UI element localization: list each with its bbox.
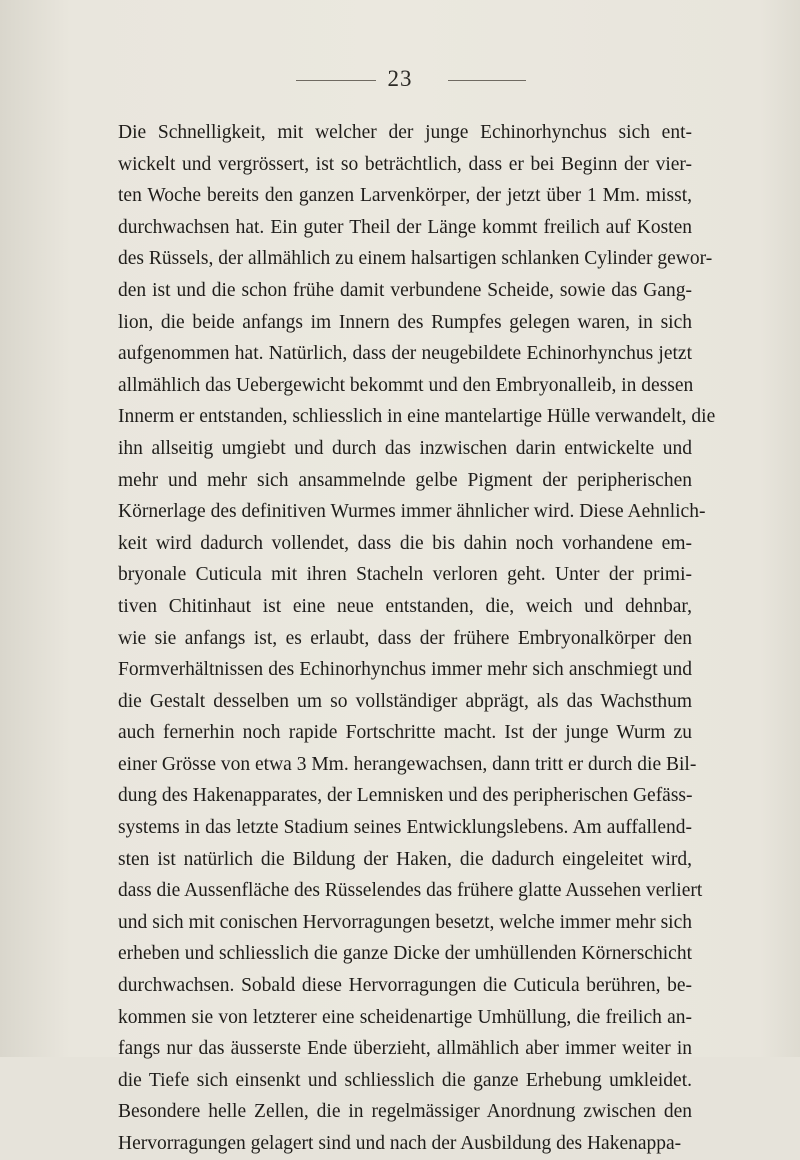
text-line: Formverhältnissen des Echinorhynchus immer mehr sich anschmiegt und [118, 659, 692, 681]
text-line: durchwachsen hat. Ein guter Theil der Länge kommt freilich auf Kosten [118, 216, 692, 238]
text-line: dass die Aussenfläche des Rüsselendes das frühere glatte Aussehen verliert [118, 880, 703, 902]
text-line: erheben und schliesslich die ganze Dicke der umhüllenden Körnerschicht [118, 943, 692, 965]
text-line: mehr und mehr sich ansammelnde gelbe Pigment der peripherischen [118, 469, 692, 491]
text-line: den ist und die schon frühe damit verbundene Scheide, sowie das Gang- [118, 279, 692, 301]
text-line: Hervorragungen gelagert sind und nach der Ausbildung des Hakenappa- [118, 1133, 682, 1154]
header-rule-right [448, 80, 526, 81]
text-line: durchwachsen. Sobald diese Hervorragungen die Cuticula berühren, be- [118, 975, 692, 997]
text-line: die Gestalt desselben um so vollständiger abprägt, als das Wachsthum [118, 690, 692, 712]
page-number: 23 [387, 66, 413, 91]
text-line: die Tiefe sich einsenkt und schliesslich die ganze Erhebung umkleidet. [118, 1069, 692, 1091]
text-line: des Rüssels, der allmählich zu einem halsartigen schlanken Cylinder gewor- [118, 248, 713, 270]
text-line: tiven Chitinhaut ist eine neue entstanden, die, weich und dehnbar, [118, 595, 692, 617]
text-line: bryonale Cuticula mit ihren Stacheln verloren geht. Unter der primi- [118, 564, 692, 586]
text-line: ten Woche bereits den ganzen Larvenkörper, der jetzt über 1 Mm. misst, [118, 185, 692, 207]
text-line: Besondere helle Zellen, die in regelmässiger Anordnung zwischen den [118, 1101, 692, 1123]
text-line: auch fernerhin noch rapide Fortschritte macht. Ist der junge Wurm zu [118, 722, 692, 744]
text-line: allmählich das Uebergewicht bekommt und den Embryonalleib, in dessen [118, 374, 694, 396]
text-line: fangs nur das äusserste Ende überzieht, allmählich aber immer weiter in [118, 1038, 692, 1060]
page-header [0, 66, 800, 96]
text-line: kommen sie von letzterer eine scheidenartige Umhüllung, die freilich an- [118, 1006, 692, 1028]
text-line: ihn allseitig umgiebt und durch das inzwischen darin entwickelte und [118, 437, 692, 459]
text-line: und sich mit conischen Hervorragungen besetzt, welche immer mehr sich [118, 911, 692, 933]
text-line: systems in das letzte Stadium seines Entwicklungslebens. Am auffallend- [118, 817, 692, 839]
text-line: dung des Hakenapparates, der Lemnisken und des peripherischen Gefäss- [118, 785, 693, 807]
text-line: aufgenommen hat. Natürlich, dass der neugebildete Echinorhynchus jetzt [118, 343, 692, 365]
text-line: Körnerlage des definitiven Wurmes immer ähnlicher wird. Diese Aehnlich- [118, 501, 706, 523]
text-line: einer Grösse von etwa 3 Mm. herangewachsen, dann tritt er durch die Bil- [118, 753, 697, 775]
text-line: lion, die beide anfangs im Innern des Rumpfes gelegen waren, in sich [118, 311, 692, 333]
body-paragraph [118, 117, 716, 1160]
text-line: wickelt und vergrössert, ist so beträchtlich, dass er bei Beginn der vier- [118, 153, 692, 175]
text-line: Innerm er entstanden, schliesslich in eine mantelartige Hülle verwandelt, die [118, 406, 716, 428]
text-line: sten ist natürlich die Bildung der Haken, die dadurch eingeleitet wird, [118, 848, 692, 870]
text-line: wie sie anfangs ist, es erlaubt, dass der frühere Embryonalkörper den [118, 627, 692, 649]
text-line: Die Schnelligkeit, mit welcher der junge Echinorhynchus sich ent- [118, 122, 692, 143]
text-line: keit wird dadurch vollendet, dass die bis dahin noch vorhandene em- [118, 532, 692, 554]
